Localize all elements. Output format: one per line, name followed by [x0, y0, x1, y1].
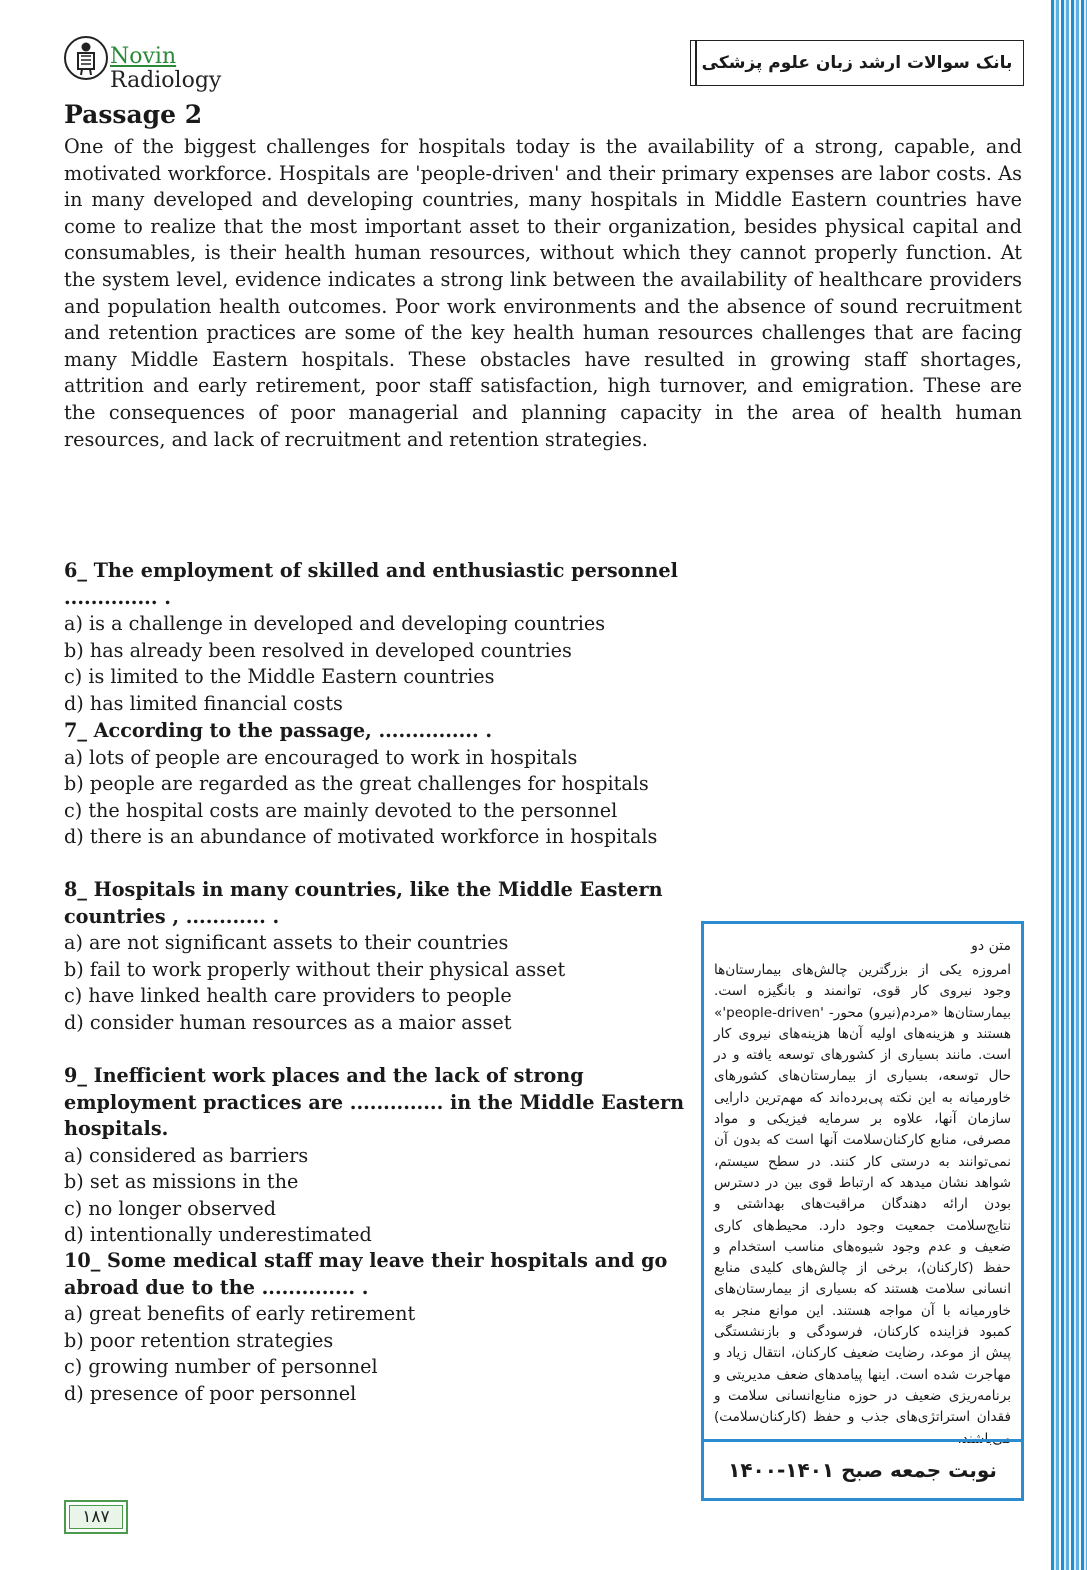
question-stem: 10_ Some medical staff may leave their hospitals and go abroad due to the .............. .	[64, 1249, 668, 1299]
option-c: c) growing number of personnel	[64, 1355, 378, 1378]
question-9	[64, 1063, 704, 1249]
option-c: c) the hospital costs are mainly devoted to the personnel	[64, 798, 618, 822]
question-stem: 6_ The employment of skilled and enthusiastic personnel .............. .	[64, 559, 678, 609]
option-d: d) intentionally underestimated	[64, 1223, 372, 1246]
option-a: a) is a challenge in developed and developing countries	[64, 612, 606, 635]
translation-title: متن دو	[971, 938, 1011, 954]
option-a: a) considered as barriers	[64, 1143, 309, 1167]
option-b: b) fail to work properly without their physical asset	[64, 957, 566, 981]
translation-text: امروزه یکی از بزرگترین چالش‌های بیمارستان‌ها وجود نیروی کار قوی، توانمند و بانگیزه است. بیمارستان‌ها «مردم(نیرو) محور- 'people-driven'» هستند و هزینه‌های اولیه آن‌ها هزینه‌های نیروی کار است. مانند بسیاری از کشورهای توسعه یافته و در حال توسعه، بسیاری از بیمارستان‌های کشورهای خاورمیانه به این نکته پی‌برده‌اند که مهم‌ترین دارایی سازمان آنها، علاوه بر سرمایه فیزیکی و مواد مصرفی، منابع کارکنان‌سلامت آنها است که بدون آن نمی‌توانند به درستی کار کنند. در سطح سیستم، شواهد نشان میدهد که ارتباط قوی بین در دسترس بودن ارائه دهندگان مراقبت‌های بهداشتی و نتایج‌سلامت جمعیت وجود دارد. محیط‌های کاری ضعیف و عدم وجود شیوه‌های مناسب استخدام و حفظ (کارکنان)، برخی از چالش‌های کلیدی منابع انسانی سلامت هستند که بسیاری از بیمارستان‌های خاورمیانه با آن مواجه هستند. این موانع منجر به کمبود فزاینده کارکنان، فرسودگی و بازنشستگی پیش از موعد، رضایت ضعیف کارکنان، انتقال زیاد و مهاجرت شده است. اینها پیامدهای ضعف مدیریتی و برنامه‌ریزی ضعیف در حوزه منابع‌انسانی سلامت و فقدان استراتژی‌های جذب و حفظ (کارکنان‌سلامت) می‌باشند.	[714, 962, 1011, 1447]
translation-box	[701, 921, 1024, 1501]
question-stem: 9_ Inefficient work places and the lack of strong employment practices are .............. in the Middle Eastern hospitals.	[64, 1064, 685, 1140]
question-6	[64, 558, 704, 717]
option-b: b) has already been resolved in developed countries	[64, 638, 572, 662]
option-a: a) are not significant assets to their countries	[64, 931, 509, 954]
novin-radiology-logo	[64, 34, 234, 96]
option-d: d) presence of poor personnel	[64, 1381, 357, 1405]
logo-radiology-text: Radiology	[110, 68, 222, 93]
option-a: a) great benefits of early retirement	[64, 1302, 416, 1325]
question-10	[64, 1248, 704, 1407]
decorative-side-strip	[1051, 0, 1087, 1570]
passage-title: Passage 2	[64, 100, 203, 129]
question-8	[64, 877, 704, 1036]
question-stem: 8_ Hospitals in many countries, like the Middle Eastern countries , ............ .	[64, 878, 663, 928]
option-d: d) there is an abundance of motivated workforce in hospitals	[64, 825, 658, 848]
option-b: b) set as missions in the	[64, 1170, 299, 1193]
option-d: d) consider human resources as a maior asset	[64, 1010, 512, 1034]
option-b: b) poor retention strategies	[64, 1328, 334, 1352]
exam-session-label: نوبت جمعه صبح ۱۴۰۱-۱۴۰۰	[704, 1439, 1021, 1498]
radiology-person-icon	[64, 36, 108, 80]
question-stem: 7_ According to the passage, ............... .	[64, 719, 493, 742]
option-b: b) people are regarded as the great challenges for hospitals	[64, 772, 649, 795]
option-c: c) have linked health care providers to people	[64, 984, 512, 1007]
question-7	[64, 718, 704, 851]
passage-text: One of the biggest challenges for hospitals today is the availability of a strong, capable, and motivated workforce. Hospitals are 'people-driven' and their primary expenses are labor costs. As in many developed and developing countries, many hospitals in Middle Eastern countries have come to realize that the most important asset to their organization, besides physical capital and consumables, is their health human resources, without which they cannot properly function. At the system level, evidence indicates a strong link between the availability of healthcare providers and population health outcomes. Poor work environments and the absence of sound recruitment and retention practices are some of the key health human resources challenges that are facing many Middle Eastern hospitals. These obstacles have resulted in growing staff shortages, attrition and early retirement, poor staff satisfaction, high turnover, and emigration. These are the consequences of poor managerial and planning capacity in the area of health human resources, and lack of recruitment and retention strategies.	[64, 135, 1022, 451]
option-c: c) is limited to the Middle Eastern countries	[64, 665, 495, 688]
option-c: c) no longer observed	[64, 1196, 276, 1220]
option-a: a) lots of people are encouraged to work in hospitals	[64, 745, 578, 769]
logo-novin-text: Novin	[110, 44, 177, 69]
header-banner: بانک سوالات ارشد زبان علوم پزشکی	[690, 40, 1024, 86]
option-d: d) has limited financial costs	[64, 691, 343, 715]
page-number: ۱۸۷	[64, 1500, 128, 1534]
